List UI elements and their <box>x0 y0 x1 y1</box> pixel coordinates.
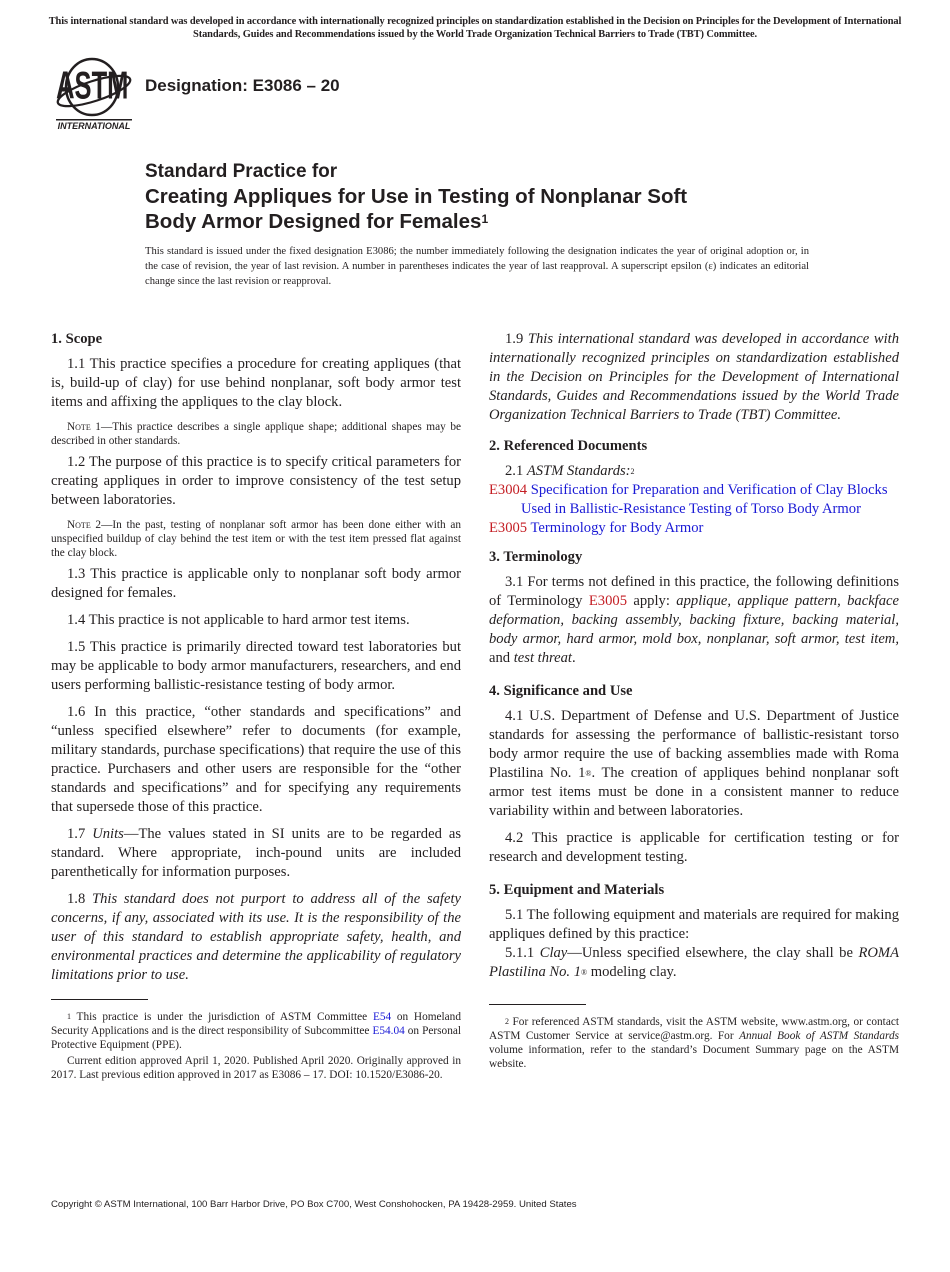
p5-1-1-label: Clay <box>539 945 568 961</box>
page-title <box>145 160 845 234</box>
paragraph-2-1 <box>489 462 899 481</box>
link-e54[interactable]: E54 <box>372 1011 392 1023</box>
paragraph-3-1 <box>489 573 899 668</box>
p5-1-1-end: modeling clay. <box>587 964 677 980</box>
astm-logo-icon <box>54 57 134 133</box>
paragraph-1-6: 1.6 In this practice, “other standards and specifications” and “unless specified elsewhere” refer to documents (for example, military standards, purchase specifications) that require the use of this practice. Purchasers and other users are responsible for the “other standards and specifications” and for specifying any requirements that supersede those of this practice. <box>51 704 461 815</box>
section-heading-scope: 1. Scope <box>51 331 103 347</box>
fn2-text-b: volume information, refer to the standard’s Document Summary page on the ASTM website. <box>489 1044 899 1070</box>
paragraph-1-5: 1.5 This practice is primarily directed toward test laboratories but may be applicable to body armor manufacturers, researchers, and end users performing ballistic-resistance testing of body armor. <box>51 639 461 693</box>
link-e54-04[interactable]: E54.04 <box>372 1025 405 1037</box>
copyright-footer: Copyright © ASTM International, 100 Barr Harbor Drive, PO Box C700, West Conshohocken, PA 19428-2959. United States <box>51 1199 577 1210</box>
title-line-2: Creating Appliques for Use in Testing of Nonplanar Soft <box>145 185 688 208</box>
registered-mark: ® <box>585 769 592 778</box>
paragraph-1-4: 1.4 This practice is not applicable to hard armor test items. <box>67 612 410 628</box>
ref-e3005[interactable] <box>489 519 899 538</box>
note-1-label: Note 1 <box>67 421 101 433</box>
p2-1-label: ASTM Standards: <box>526 463 631 479</box>
fn2-italic: Annual Book of ASTM Standards <box>739 1030 899 1042</box>
fn1-text-a: This practice is under the jurisdiction of ASTM Committee <box>71 1011 373 1023</box>
right-column <box>489 330 899 1073</box>
footnote-1 <box>51 1010 461 1052</box>
p3-1-last: test threat <box>513 650 572 666</box>
p1-8-text: This standard does not purport to address all of the safety concerns, if any, associated with its use. It is the responsibility of the user of this standard to establish appropriate safety, health, and environmental practices and determine the applicability of regulatory limitations prior to use. <box>51 891 461 983</box>
p3-1-and: and <box>489 650 514 666</box>
paragraph-1-2: 1.2 The purpose of this practice is to specify critical parameters for creating appliques in order to improve consistency of the test setup between laboratories. <box>51 454 461 508</box>
p1-9-text: This international standard was developed in accordance with internationally recognized principles on standardization established in the Decision on Principles for the Development of International Standards, Guides and Recommendations issued by the World Trade Organization Technical Barriers to Trade (TBT) Committee. <box>489 331 900 423</box>
footnote-ref-2[interactable]: 2 <box>630 467 635 476</box>
p3-1-end: . <box>571 650 576 666</box>
paragraph-5-1-1 <box>489 944 899 982</box>
ref-code-e3004[interactable]: E3004 <box>489 482 528 498</box>
footnote-divider <box>51 999 148 1000</box>
note-1-text: —This practice describes a single applique shape; additional shapes may be described in other standards. <box>51 421 461 447</box>
fn1-text-c: on Personal Protective Equipment (PPE). <box>51 1025 461 1051</box>
fn1-text-b: on Homeland Security Applications and is the direct responsibility of Subcommittee <box>51 1011 461 1037</box>
note-2-label: Note 2 <box>67 519 102 531</box>
left-column <box>51 330 461 1084</box>
ref-title-e3004[interactable]: Specification for Preparation and Verification of Clay Blocks Used in Ballistic-Resistance Testing of Torso Body Armor <box>521 482 888 517</box>
ref-title-e3005[interactable]: Terminology for Body Armor <box>530 520 704 536</box>
fn1-mark: 1 <box>67 1012 71 1021</box>
paragraph-1-1: 1.1 This practice specifies a procedure for creating appliques (that is, build-up of clay) for use behind nonplanar, soft body armor test items and affixing the appliques to the clay block. <box>51 356 461 410</box>
wto-notice: This international standard was developed in accordance with internationally recognized principles on standardization established in the Decision on Principles for the Development of International Standards, Guides and Recommendations issued by the World Trade Organization Technical Barriers to Trade (TBT) Committee. <box>48 16 902 40</box>
paragraph-1-9 <box>489 330 899 425</box>
svg-text:INTERNATIONAL: INTERNATIONAL <box>57 121 131 131</box>
section-heading-equipment: 5. Equipment and Materials <box>489 882 665 898</box>
ref-code-e3005[interactable]: E3005 <box>489 520 528 536</box>
section-heading-referenced-documents: 2. Referenced Documents <box>489 438 648 454</box>
paragraph-1-7 <box>51 825 461 882</box>
footnote-divider-2 <box>489 1004 586 1005</box>
svg-text:ASTM: ASTM <box>56 63 129 107</box>
registered-mark-2: ® <box>581 968 588 977</box>
p3-1-mid: apply: <box>627 593 677 609</box>
note-1 <box>51 420 461 448</box>
p2-1-num: 2.1 <box>505 463 527 479</box>
link-e3005[interactable]: E3005 <box>588 593 627 609</box>
title-line-3 <box>145 209 845 234</box>
p5-1-1-clay: ROMA Plastilina No. 1 <box>489 945 899 980</box>
footnote-ref-1[interactable]: 1 <box>481 212 489 226</box>
paragraph-1-8 <box>51 890 461 985</box>
p5-1-1-text: —Unless specified elsewhere, the clay shall be <box>567 945 859 961</box>
paragraph-5-1: 5.1 The following equipment and materials are required for making appliques defined by this practice: <box>489 907 899 942</box>
paragraph-4-2: 4.2 This practice is applicable for certification testing or for research and development testing. <box>489 830 899 865</box>
p1-7-label: Units <box>92 826 124 842</box>
section-heading-significance: 4. Significance and Use <box>489 683 633 699</box>
title-line-3-text: Body Armor Designed for Females <box>145 210 482 233</box>
note-2-text: —In the past, testing of nonplanar soft armor has been done either with an unspecified buildup of clay behind the test item or with the test item pressed flat against the clay block. <box>51 519 461 559</box>
p4-1-b: . The creation of appliques behind nonplanar soft armor test items must be done in a consistent manner to reduce variability within and between laboratories. <box>489 765 899 819</box>
p1-8-num: 1.8 <box>67 891 93 907</box>
footnote-1-edition: Current edition approved April 1, 2020. Published April 2020. Originally approved in 2017. Last previous edition approved in 2017 as E3086 – 17. DOI: 10.1520/E3086-20. <box>51 1055 461 1081</box>
paragraph-1-3: 1.3 This practice is applicable only to nonplanar soft body armor designed for females. <box>51 566 461 601</box>
p1-7-text: —The values stated in SI units are to be regarded as standard. Where appropriate, inch-pound units are included parenthetically for information purposes. <box>51 826 461 880</box>
p3-1-terms: applique, applique pattern, backface deformation, backing assembly, backing fixture, backing material, body armor, hard armor, mold box, nonplanar, soft armor, test item, <box>489 593 899 647</box>
footnote-2 <box>489 1015 899 1071</box>
section-heading-terminology: 3. Terminology <box>489 549 583 565</box>
p3-1-pre: 3.1 For terms not defined in this practice, the following definitions of Terminology <box>489 574 899 609</box>
p5-1-1-num: 5.1.1 <box>505 945 540 961</box>
issue-note: This standard is issued under the fixed designation E3086; the number immediately following the designation indicates the year of original adoption or, in the case of revision, the year of last revision. A number in parentheses indicates the year of last reapproval. A superscript epsilon (ε) indicates an editorial change since the last revision or reapproval. <box>145 246 809 287</box>
p1-9-num: 1.9 <box>505 331 528 347</box>
title-line-1: Standard Practice for <box>145 161 338 182</box>
paragraph-4-1 <box>489 707 899 821</box>
fn2-text-a: For referenced ASTM standards, visit the ASTM website, www.astm.org, or contact ASTM Customer Service at service@astm.org. For <box>489 1016 899 1042</box>
ref-e3004[interactable] <box>489 481 899 519</box>
fn2-mark: 2 <box>505 1017 509 1026</box>
p4-1-a: 4.1 U.S. Department of Defense and U.S. Department of Justice standards for assessing the performance of ballistic-resistant torso body armor require the use of backing assemblies made with Roma Plastilina No. 1 <box>489 708 899 781</box>
note-2 <box>51 518 461 560</box>
p1-7-num: 1.7 <box>67 826 93 842</box>
designation: Designation: E3086 – 20 <box>145 76 340 95</box>
